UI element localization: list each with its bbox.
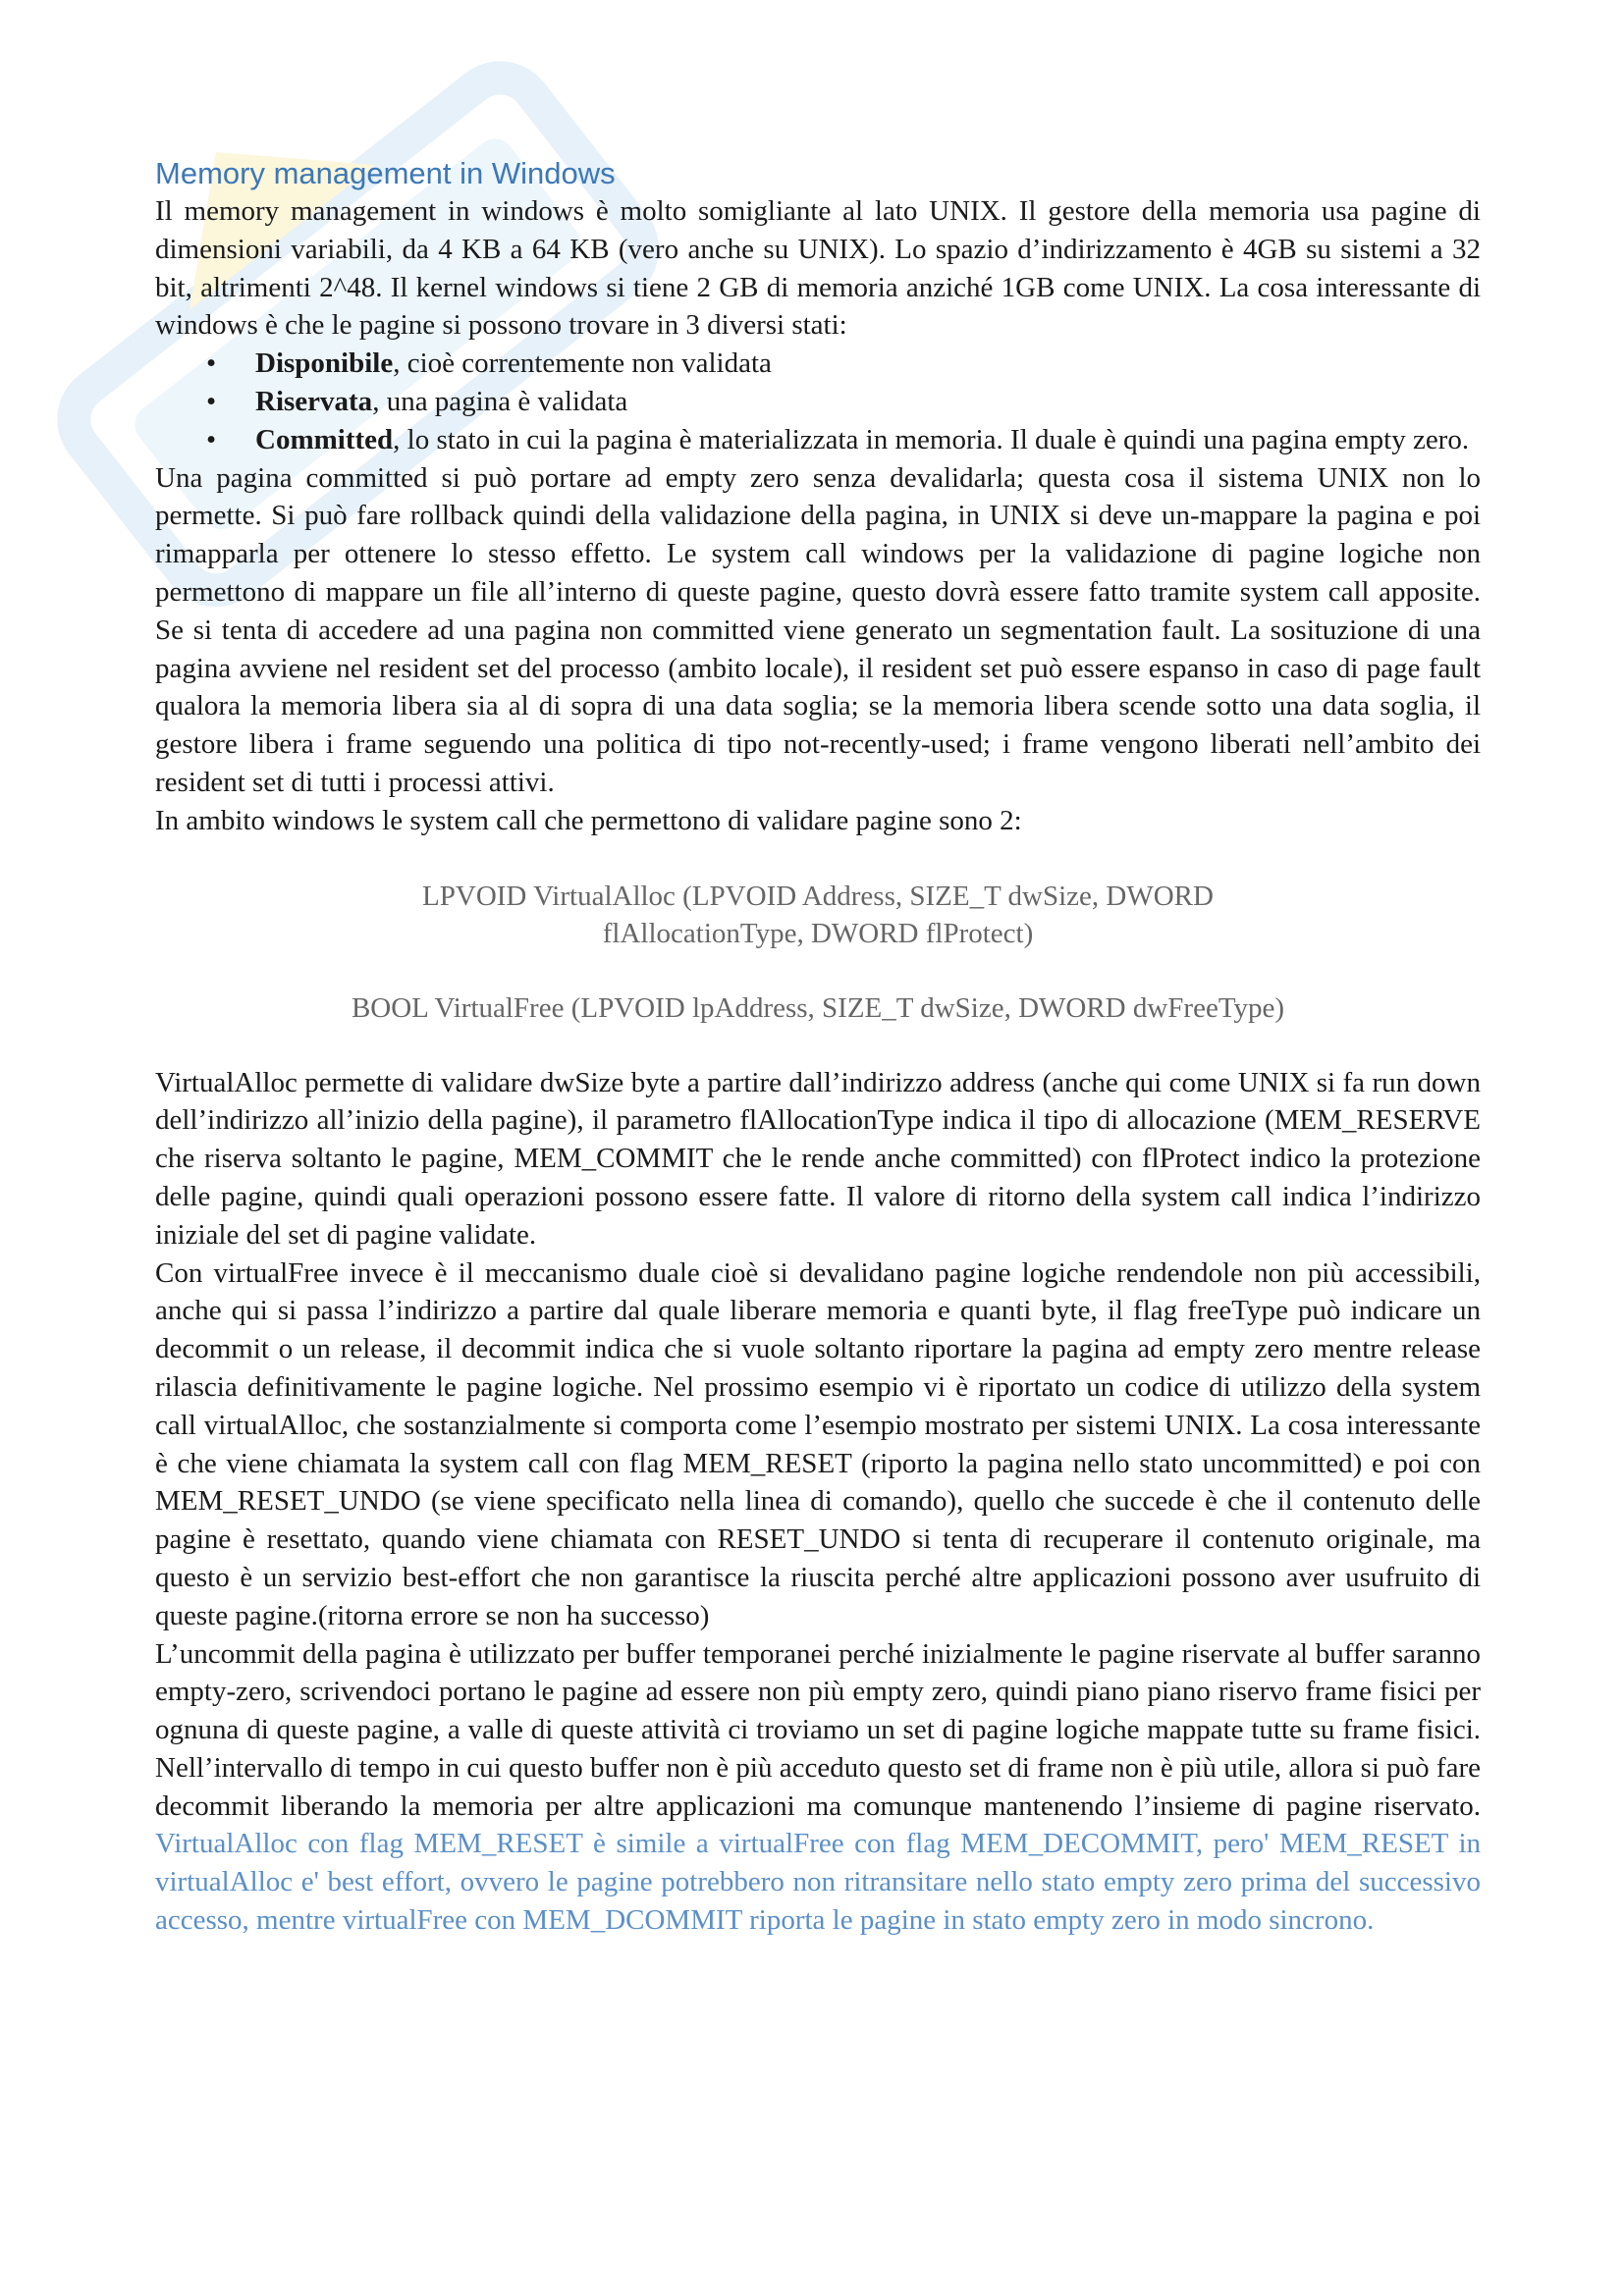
intro-paragraph: Il memory management in windows è molto somigliante al lato UNIX. Il gestore della memoria usa pagine di dimensioni variabili, da 4 KB a 64 KB (vero anche su UNIX). Lo spazio d’indirizzamento è 4GB su sistemi a 32 bit, altrimenti 2^48. Il kernel windows si tiene 2 GB di memoria anziché 1GB come UNIX. La cosa interessante di windows è che le pagine si possono trovare in 3 diversi stati:	[155, 195, 1481, 342]
list-item	[155, 345, 1481, 383]
virtualfree-signature: BOOL VirtualFree (LPVOID lpAddress, SIZE_T dwSize, DWORD dwFreeType)	[351, 991, 1285, 1024]
list-item-text: , lo stato in cui la pagina è materializzata in memoria. Il duale è quindi una pagina empty zero.	[393, 423, 1470, 455]
list-item	[155, 421, 1481, 459]
list-item	[155, 383, 1481, 421]
bullet-icon: •	[206, 423, 217, 455]
uncommit-text: L’uncommit della pagina è utilizzato per buffer temporanei perché inizialmente le pagine riservate al buffer saranno empty-zero, scrivendoci portano le pagine ad essere non più empty zero, quindi piano piano riservo frame fisici per ognuna di queste pagine, a valle di queste attività ci troviamo un set di pagine logiche mappate tutte su frame fisici. Nell’intervallo di tempo in cui questo buffer non è più acceduto questo set di frame non è più utile, allora si può fare decommit liberando la memoria per altre applicazioni ma comunque mantenendo l’insieme di pagine riservato.	[155, 1637, 1481, 1822]
list-item-term: Riservata	[255, 385, 373, 417]
list-item-term: Committed	[255, 423, 394, 455]
virtualfree-paragraph: Con virtualFree invece è il meccanismo duale cioè si devalidano pagine logiche rendendole non più accessibili, anche qui si passa l’indirizzo a partire dal quale liberare memoria e quanti byte, il flag freeType può indicare un decommit o un release, il decommit indica che si vuole soltanto riportare la pagina ad empty zero mentre release rilascia definitivamente le pagine logiche. Nel prossimo esempio vi è riportato un codice di utilizzo della system call virtualAlloc, che sostanzialmente si comporta come l’esempio mostrato per sistemi UNIX. La cosa interessante è che viene chiamata la system call con flag MEM_RESET (riporto la pagina nello stato uncommitted) e poi con MEM_RESET_UNDO (se viene specificato nella linea di comando), quello che succede è che il contenuto delle pagine è resettato, quando viene chiamata con RESET_UNDO si tenta di recuperare il contenuto originale, ma questo è un servizio best-effort che non garantisce la riuscita perché altre applicazioni possono aver usufruito di queste pagine.(ritorna errore se non ha successo)	[155, 1256, 1481, 1631]
list-item-text: , una pagina è validata	[372, 385, 628, 417]
virtualalloc-signature: LPVOID VirtualAlloc (LPVOID Address, SIZE_T dwSize, DWORD flAllocationType, DWORD flProtect)	[422, 880, 1214, 949]
uncommit-paragraph	[155, 1635, 1481, 1940]
list-item-text: , cioè correntemente non validata	[393, 347, 772, 380]
section-heading: Memory management in Windows	[155, 156, 616, 190]
bullet-icon: •	[206, 385, 217, 417]
list-item-term: Disponibile	[255, 347, 394, 380]
bullet-icon: •	[206, 347, 217, 380]
virtualalloc-paragraph: VirtualAlloc permette di validare dwSize byte a partire dall’indirizzo address (anche qui come UNIX si fa run down dell’indirizzo all’inizio della pagine), il parametro flAllocationType indica il tipo di allocazione (MEM_RESERVE che riserva soltanto le pagine, MEM_COMMIT che le rende anche committed) con flProtect indico la protezione delle pagine, quindi quali operazioni possono essere fatte. Il valore di ritorno della system call indica l’indirizzo iniziale del set di pagine validate.	[155, 1066, 1481, 1251]
highlighted-note: VirtualAlloc con flag MEM_RESET è simile a virtualFree con flag MEM_DECOMMIT, pero' MEM_RESET in virtualAlloc e' best effort, ovvero le pagine potrebbero non ritransitare nello stato empty zero prima del successivo accesso, mentre virtualFree con MEM_DCOMMIT riporta le pagine in stato empty zero in modo sincrono.	[155, 1828, 1481, 1937]
document-page	[155, 155, 1481, 1940]
committed-paragraph: Una pagina committed si può portare ad empty zero senza devalidarla; questa cosa il sistema UNIX non lo permette. Si può fare rollback quindi della validazione della pagina, in UNIX si deve un-mappare la pagina e poi rimapparla per ottenere lo stesso effetto. Le system call windows per la validazione di pagine logiche non permettono di mappare un file all’interno di queste pagine, questo dovrà essere fatto tramite system call apposite. Se si tenta di accedere ad una pagina non committed viene generato un segmentation fault. La sosituzione di una pagina avviene nel resident set del processo (ambito locale), il resident set può essere espanso in caso di page fault qualora la memoria libera sia al di sopra di una data soglia; se la memoria libera scende sotto una data soglia, il gestore libera i frame seguendo una politica di tipo not-recently-used; i frame vengono liberati nell’ambito dei resident set di tutti i processi attivi.	[155, 461, 1481, 798]
page-states-list	[155, 345, 1481, 458]
syscall-intro-paragraph: In ambito windows le system call che permettono di validare pagine sono 2:	[155, 804, 1022, 836]
